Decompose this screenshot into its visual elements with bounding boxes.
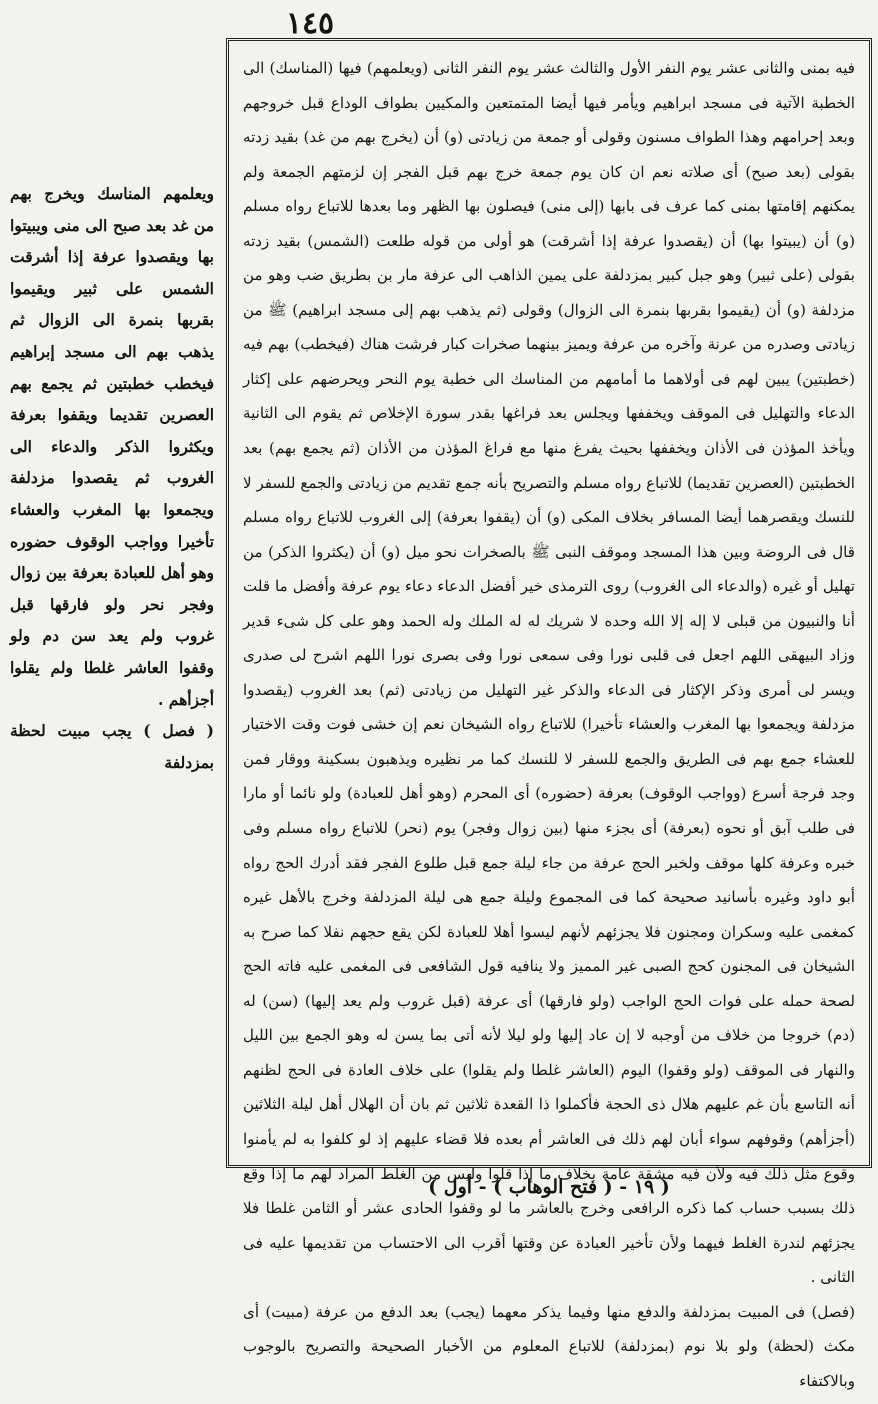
main-paragraph-section: (فصل) فى المبيت بمزدلفة والدفع منها وفيما يذكر معهما (يجب) بعد الدفع من عرفة (مبيت) أى مكث (لحظة) ولو بلا نوم (بمزدلفة) للاتباع المعلوم من الأخبار الصحيحة والتصريح بالوجوب وبالاكتفاء — [243, 1302, 855, 1390]
main-paragraph: فيه بمنى والثانى عشر يوم النفر الأول والثالث عشر يوم النفر الثانى (ويعلمهم) فيها (المناسك) الى الخطبة الآتية فى مسجد ابراهيم ويأمر فيها أيضا المتمتعين والمكيين بطواف الوداع قبل خروجهم وبعد إحرامهم وهذا الطواف مسنون وقولى أو جمعة من زيادتى (و) أن (يخرج بهم من غد) بقيد زدته بقولى (بعد صبح) أى صلاته نعم ان كان يوم جمعة خرج بهم قبل الفجر إن لزمتهم الجمعة ولم يمكنهم إقامتها بمنى كما عرف فى بابها (إلى منى) فيصلون بها الظهر وما بعدها للاتباع رواه مسلم (و) أن (يبيتوا بها) أن (يقصدوا عرفة إذا أشرقت) هو أولى من قوله طلعت (الشمس) بقيد زدته بقولى (على ثبير) وهو جبل كبير بمزدلفة على يمين الذاهب الى عرفة مار بن بطريق ضب وهو من مزدلفة (و) أن (يقيموا بقربها بنمرة الى الزوال) وقولى (ثم يذهب بهم إلى مسجد ابراهيم) ﷺ من زيادتى وصدره من عرنة وآخره من عرفة ويميز بينهما صخرات كبار فرشت هناك (فيخطب) بهم فيه (خطبتين) يبين لهم فى أولاهما ما أمامهم من المناسك الى خطبة يوم النحر ويحرضهم على إكثار الدعاء والتهليل فى الموقف ويخففها ويجلس بعد فراغها بقدر سورة الإخلاص ثم يقوم الى الثانية ويأخذ المؤذن فى الأذان ويخففها بحيث يفرغ منها مع فراغ المؤذن من الأذان (ثم يجمع بهم) بعد الخطبتين (العصرين تقديما) للاتباع رواه مسلم والتصريح بأنه جمع تقديم من زيادتى والجمع للسفر لا للنسك ويقصرهما أيضا المسافر بخلاف المكى (و) أن (يقفوا بعرفة) إلى الغروب للاتباع رواه مسلم قال فى الروضة وبين هذا المسجد وموقف النبى ﷺ بالصخرات نحو ميل (و) أن (يكثروا الذكر) من تهليل أو غيره (والدعاء الى الغروب) روى الترمذى خير أفضل الدعاء دعاء يوم عرفة وأفضل ما قلت أنا والنبيون من قبلى لا إله إلا الله وحده لا شريك له له الملك وله الحمد وهو على كل شىء قدير وزاد البيهقى اللهم اجعل فى قلبى نورا وفى سمعى نورا وفى بصرى نورا اللهم اشرح لى صدرى ويسر لى أمرى وذكر الإكثار فى الدعاء والذكر غير التهليل من زيادتى (ثم) بعد الغروب (يقصدوا مزدلفة ويجمعوا بها المغرب والعشاء تأخيرا) للاتباع رواه الشيخان نعم إن خشى فوت وقت الاختيار للعشاء جمع بهم فى الطريق والجمع للسفر لا للنسك كما مر نظيره ويذهبون بسكينة ووقار فمن وجد فرجة أسرع (وواجب الوقوف) بعرفة (حضوره) أى المحرم (وهو أهل للعبادة) ولو نائما أو مارا فى طلب آبق أو نحوه (بعرفة) أى بجزء منها (بين زوال وفجر) يوم (نحر) للاتباع رواه مسلم وفى خبره وعرفة كلها موقف ولخبر الحج عرفة من جاء ليلة جمع قبل طلوع الفجر فقد أدرك الحج رواه أبو داود وغيره بأسانيد صحيحة كما فى المجموع وليلة جمع هى ليلة المزدلفة وخرج بالأهل غيره كمغمى عليه وسكران ومجنون فلا يجزئهم لأنهم ليسوا أهلا للعبادة لكن يقع حجهم نفلا كما صرح به الشيخان فى المجنون كحج الصبى غير المميز ولا ينافيه قول الشافعى فى المغمى عليه فاته الحج لصحة حمله على فوات الحج الواجب (ولو فارقها) أى عرفة (قبل غروب ولم يعد إليها) (سن) له (دم) خروجا من خلاف من أوجبه لا إن عاد إليها ولو ليلا لأنه أتى بما يسن له وهو الجمع بين الليل والنهار فى الموقف (ولو وقفوا) اليوم (العاشر غلطا ولم يقلوا) على خلاف العادة فى الحج لظنهم أنه التاسع بأن غم عليهم هلال ذى الحجة فأكملوا ذا القعدة ثلاثين ثم بان أن الهلال أهل ليلة الثلاثين (أجزأهم) وقوفهم سواء أبان لهم ذلك فى العاشر أم بعده فلا قضاء عليهم إذ لو كلفوا به لم يأمنوا وقوع مثل ذلك فيه ولأن فيه مشقة عامة بخلاف ما إذا قلوا وليس من الغلط المراد لهم ما إذا وقع ذلك بسبب حساب كما ذكره الرافعى وخرج بالعاشر ما لو وقفوا الحادى عشر أو الثامن غلطا فلا يجزئهم لندرة الغلط فيهما ولأن تأخير العبادة عن وقتها أقرب الى الاحتساب من تقديمها عليه فى الثانى . — [243, 59, 855, 1287]
margin-text-column — [10, 178, 214, 778]
page-number: ١٤٥ — [285, 6, 335, 41]
footer-signature: ( ١٩ - ( فتح الوهاب ) - أول ) — [428, 1176, 670, 1198]
margin-section-heading: ( فصل ) يجب مبيت لحظة بمزدلفة — [10, 721, 214, 772]
main-text-body — [229, 41, 869, 1404]
margin-paragraph: ويعلمهم المناسك ويخرج بهم من غد بعد صبح الى منى ويبيتوا بها ويقصدوا عرفة إذا أشرقت الشمس على ثبير ويقيموا بقربها بنمرة الى الزوال ثم يذهب بهم الى مسجد إبراهيم فيخطب خطبتين ثم يجمع بهم العصرين تقديما ويقفوا بعرفة ويكثروا الذكر والدعاء الى الغروب ثم يقصدوا مزدلفة ويجمعوا بها المغرب والعشاء تأخيرا وواجب الوقوف حضوره وهو أهل للعبادة بعرفة بين زوال وفجر نحر ولو فارقها قبل غروب ولم يعد سن دم ولو وقفوا العاشر غلطا ولم يقلوا أجزأهم . — [9, 184, 214, 709]
